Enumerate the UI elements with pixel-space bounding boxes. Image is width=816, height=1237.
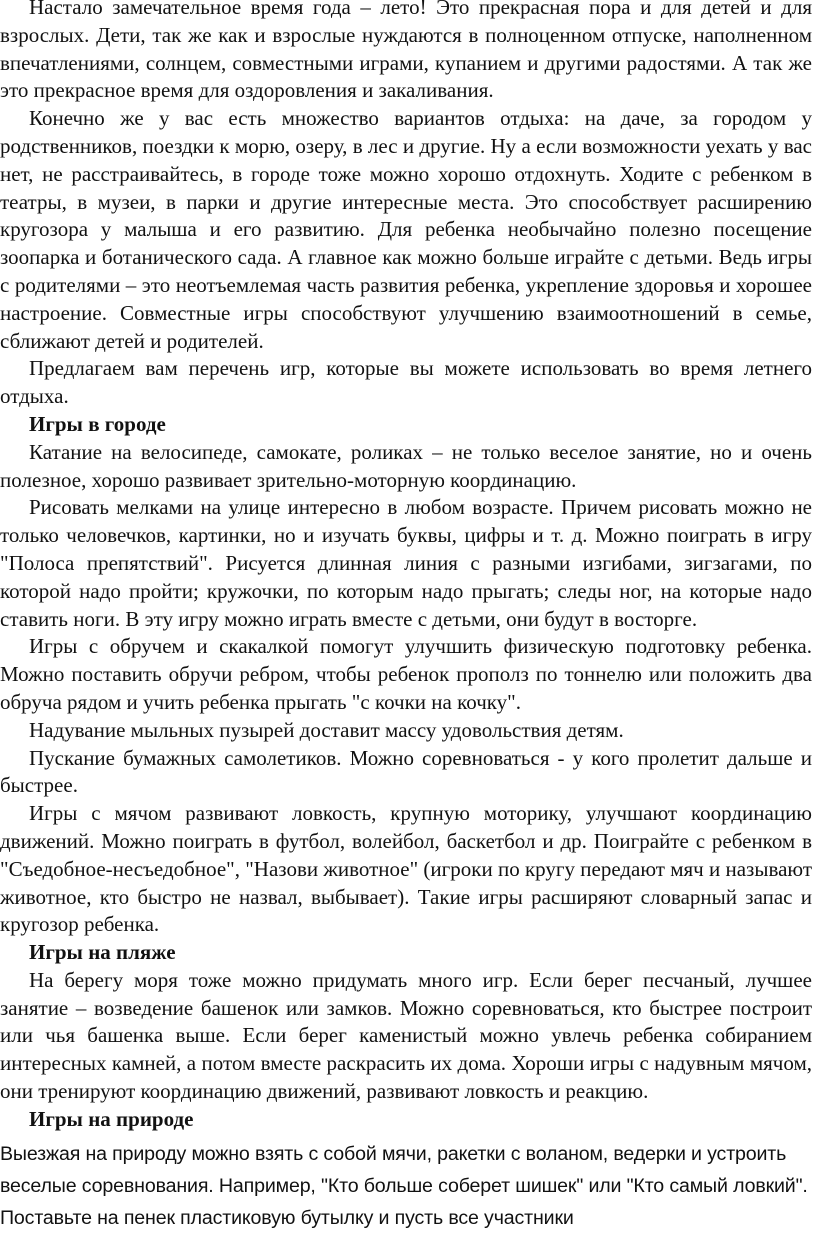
paragraph-nature: Выезжая на природу можно взять с собой мячи, ракетки с воланом, ведерки и устроить веселые соревнования. Например, "Кто больше соберет шишек" или "Кто самый ловкий". Поставьте на пенек пластиковую бутылку и пусть все участники [0,1142,808,1229]
paragraph-beach: На берегу моря тоже можно придумать много игр. Если берег песчаный, лучшее занятие – возведение башенок или замков. Можно соревноваться, кто быстрее построит или чья башенка выше. Если берег каменистый можно увлечь ребенка собиранием интересных камней, а потом вместе раскрасить их дома. Хороши игры с надувным мячом, они тренируют координацию движений, развивают ловкость и реакцию. [0,967,812,1104]
paragraph-games-list-intro: Предлагаем вам перечень игр, которые вы можете использовать во время летнего отдыха. [0,356,812,409]
paragraph-city-ball: Игры с мячом развивают ловкость, крупную моторику, улучшают координацию движений. Можно поиграть в футбол, волейбол, баскетбол и др. Поиграйте с ребенком в "Съедобное-несъедобное", "Назови животное" (игроки по кругу передают мяч и называют животное, кто быстро не назвал, выбывает). Такие игры расширяют словарный запас и кругозор ребенка. [0,801,812,937]
heading-nature-games: Игры на природе [29,1106,194,1131]
paragraph-city-planes: Пускание бумажных самолетиков. Можно соревноваться - у кого пролетит дальше и быстрее. [0,745,812,798]
paragraph-city-cycling: Катание на велосипеде, самокате, роликах – не только веселое занятие, но и очень полезное, хорошо развивает зрительно-моторную координацию. [0,439,812,492]
paragraph-city-chalk: Рисовать мелками на улице интересно в любом возрасте. Причем рисовать можно не только человечков, картинки, но и изучать буквы, цифры и т. д. Можно поиграть в игру "Полоса препятствий". Рисуется длинная линия с разными изгибами, зигзагами, по которой надо пройти; кружочки, по которым надо прыгать; следы ног, на которые надо ставить ноги. В эту игру можно играть вместе с детьми, они будут в восторге. [0,495,812,631]
paragraph-vacation-options: Конечно же у вас есть множество вариантов отдыха: на даче, за городом у родственников, поездки к морю, озеру, в лес и другие. Ну а если возможности уехать у вас нет, не расстраивайтесь, в городе тоже можно хорошо отдохнуть. Ходите с ребенком в театры, в музеи, в парки и другие интересные места. Это способствует расширению кругозора у малыша и его развитию. Для ребенка необычайно полезно посещение зоопарка и ботанического сада. А главное как можно больше играйте с детьми. Ведь игры с родителями – это неотъемлемая часть развития ребенка, укрепление здоровья и хорошее настроение. Совместные игры способствуют улучшению взаимоотношений в семье, сближают детей и родителей. [0,106,812,353]
heading-city-games: Игры в городе [29,411,166,436]
heading-beach-games: Игры на пляже [29,940,176,965]
paragraph-city-bubbles: Надувание мыльных пузырей доставит массу удовольствия детям. [29,717,624,742]
paragraph-intro: Настало замечательное время года – лето! Это прекрасная пора и для детей и для взрослых. Дети, так же как и взрослые нуждаются в полноценном отпуске, наполненном впечатлениями, солнцем, совместными играми, купанием и другими радостями. А так же это прекрасное время для оздоровления и закаливания. [0,0,812,103]
paragraph-city-hoop: Игры с обручем и скакалкой помогут улучшить физическую подготовку ребенка. Можно поставить обручи ребром, чтобы ребенок прополз по тоннелю или положить два обруча рядом и учить ребенка прыгать "с кочки на кочку". [0,634,812,714]
